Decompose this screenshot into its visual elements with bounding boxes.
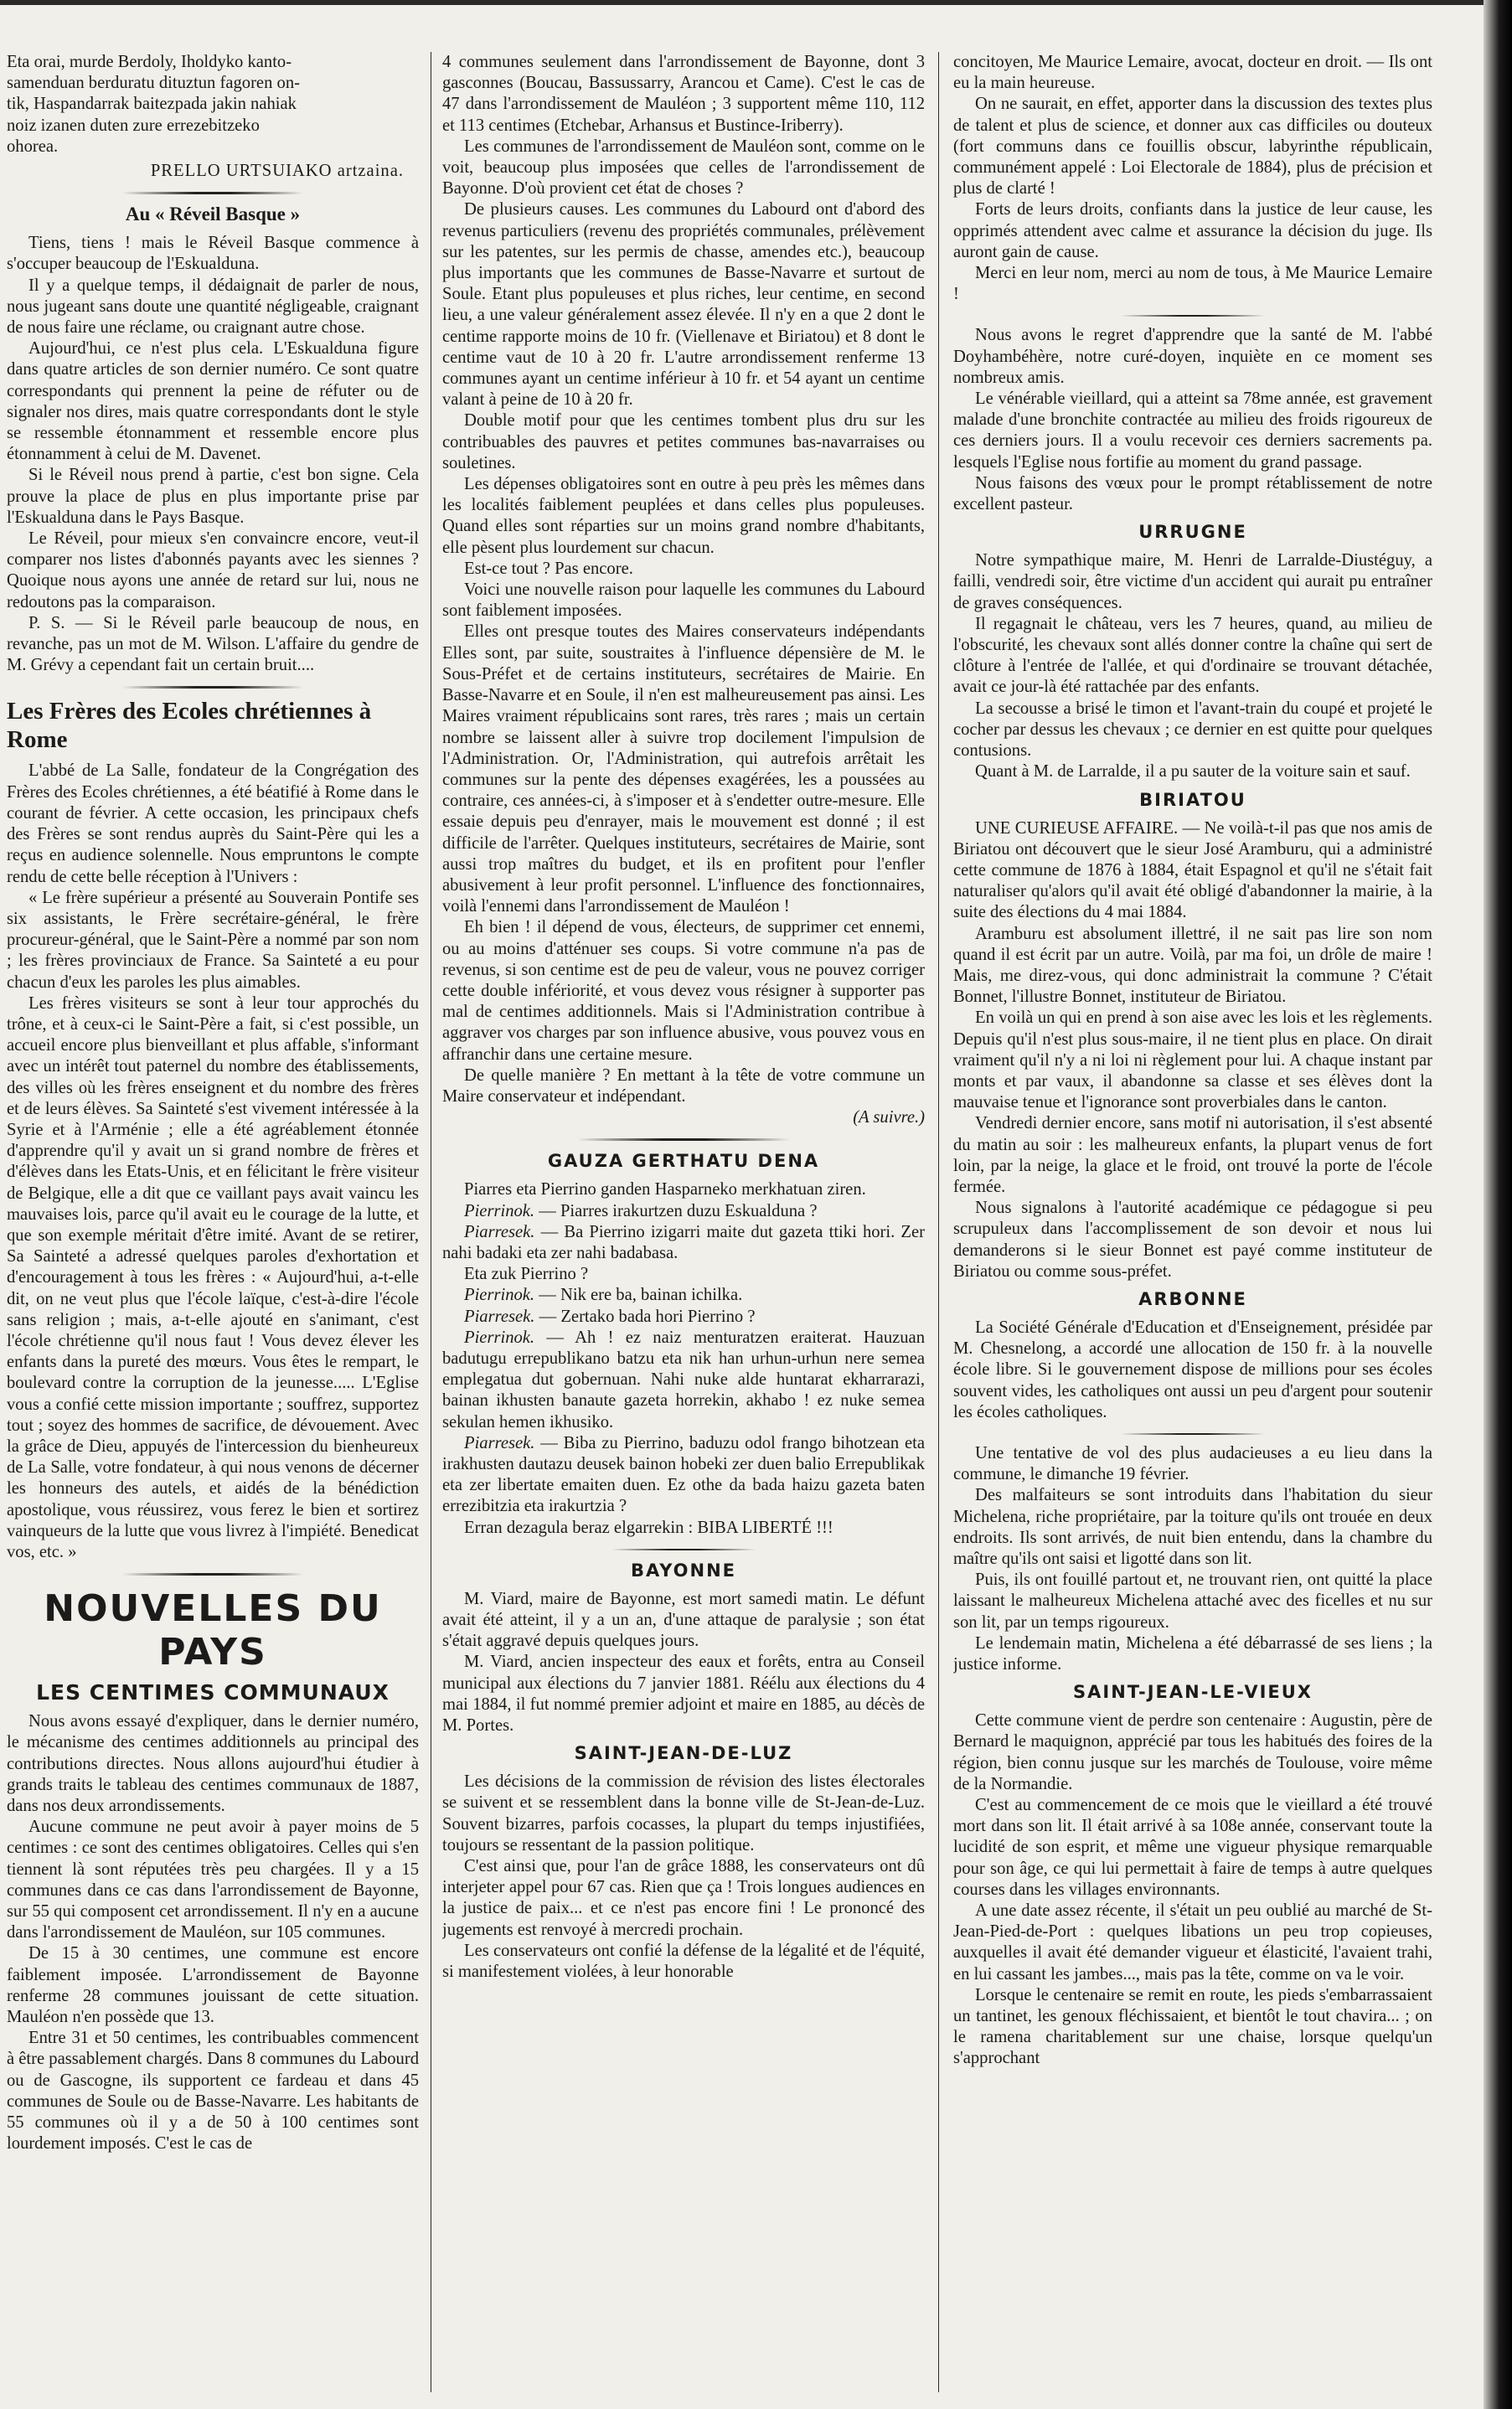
article-paragraph: Voici une nouvelle raison pour laquelle les communes du Labourd sont faiblement imposées.: [442, 580, 925, 621]
sjlv-title: SAINT-JEAN-LE-VIEUX: [1073, 1682, 1313, 1703]
article-paragraph: Les frères visiteurs se sont à leur tour approchés du trône, et à ceux-ci le Saint-Père a fait, si c'est possible, un accueil encore plus bienveillant et plus affable, s'informant avec un intérêt tout paternel du nombre des établissements, des villes où les frères enseignent et du nombre des frères et de leurs élèves. Sa Sainteté s'est vivement intéressée à la Syrie et à l'Arménie ; elle a été agréablement étonnée d'apprendre qu'il y avait un si grand nombre de frères et d'élèves dans les Etats-Unis, et en félicitant le frère visiteur de Belgique, elle a dit que ce vaillant pays avait vaincu les mauvaises lois, parce qu'il avait eu le courage de la lutte, et que son exemple méritait d'être imité. Avant de se retirer, Sa Sainteté a adressé quelques paroles d'exhortation et d'encouragement à tous les frères : « Aujourd'hui, a-t-elle dit, on ne veut plus que l'école laïque, c'est-à-dire l'école sans religion ; mais, a-t-elle ajouté en s'animant, c'est l'école chrétienne qu'il nous faut ! Vous devez élever les enfants dans la pureté des mœurs. Vous êtes le rempart, le boulevard contre la corruption de la jeunesse..... L'Eglise vous a confié cette mission importante ; souffrez, supportez tout ; soyez des hommes de sacrifice, de dévouement. Avec la grâce de Dieu, appuyés de l'intercession du bienheureux de La Salle, votre fondateur, à qui nous venons de décerner les honneurs des autels, et aidés de la bénédiction apostolique, vous réussirez, vous ferez le bien et sortirez vainqueurs de la lutte que vous livrez à l'impiété. Benedicat vos, etc. »: [7, 993, 419, 1561]
section-separator: [122, 1573, 303, 1576]
article-paragraph: Si le Réveil nous prend à partie, c'est bon signe. Cela prouve la place de plus en plus importante prise par l'Eskualduna dans le Pays Basque.: [7, 466, 419, 527]
article-paragraph: Merci en leur nom, merci au nom de tous, à Me Maurice Lemaire !: [953, 264, 1432, 304]
dialogue-line: [442, 1328, 925, 1433]
article-paragraph: Les conservateurs ont confié la défense de la légalité et de l'équité, si manifestement violées, à leur honorable: [442, 1941, 925, 1982]
section-separator: [122, 192, 303, 194]
dialogue-text: — Ah ! ez naiz menturatzen eraiterat. Hauzuan badutugu errepublikano batzu eta nik han urhun-urhun nere semea emplegatua dut gobernuan. Nahi nuke alde huntarat ekharrarazi, bainan ikhusten banaute gazeta horrekin, akhabo ! ez nuke semea sekulan hemen ikhusiko.: [442, 1328, 925, 1431]
dialogue-line: [442, 1433, 925, 1518]
article-paragraph: De quelle manière ? En mettant à la tête de votre commune un Maire conservateur et indépendant.: [442, 1065, 925, 1106]
dialogue-line: [442, 1222, 925, 1264]
centimes-title: LES CENTIMES COMMUNAUX: [36, 1680, 390, 1705]
speaker: Piarresek.: [464, 1222, 535, 1241]
article-paragraph: A une date assez récente, il s'était un peu oublié au marché de St-Jean-Pied-de-Port : quelques libations un peu trop copieuses, auxquelles il avait été demander vigueur et élasticité, l'avaient trahi, en lui cassant les jambes..., mais pas la tête, comme on va le voir.: [953, 1901, 1432, 1983]
column-rule-2: [938, 52, 939, 2392]
dialogue-text: Erran dezagula beraz elgarrekin : BIBA LIBERTÉ !!!: [464, 1518, 833, 1537]
article-paragraph: Nous faisons des vœux pour le prompt rétablissement de notre excellent pasteur.: [953, 473, 1432, 514]
article-paragraph: Cette commune vient de perdre son centenaire : Augustin, père de Bernard le maquignon, apprécié par tous les habitués des foires de la région, bien connu jusque sur les marchés de Toulouse, voire même de la Normandie.: [953, 1711, 1432, 1793]
dialogue-text: — Biba zu Pierrino, baduzu odol frango bihotzean eta irakhusten dautazu deusek bainon hobeki zer duen balio Errepublikak eta zer libertate emaiten duen. Ez othe da bada haizu gazeta baten errezibitzia eta irakurtzia ?: [442, 1433, 925, 1516]
article-paragraph: C'est ainsi que, pour l'an de grâce 1888, les conservateurs ont dû interjeter appel pour 67 cas. Rien que ça ! Trois longues audiences en la justice de paix... et ce n'est pas encore fini ! Le prononcé des jugements est renvoyé à mercredi prochain.: [442, 1857, 925, 1939]
article-paragraph: concitoyen, Me Maurice Lemaire, avocat, docteur en droit. — Ils ont eu la main heureuse.: [953, 53, 1432, 93]
speaker: Piarresek.: [464, 1433, 535, 1452]
dialogue-line: [442, 1307, 925, 1328]
speaker: Piarresek.: [464, 1307, 535, 1326]
article-paragraph: UNE CURIEUSE AFFAIRE. — Ne voilà-t-il pas que nos amis de Biriatou ont découvert que le sieur José Aramburu, qui a administré cette commune de 1876 à 1884, était Espagnol et qu'il ne s'était fait naturaliser qu'alors qu'il avait été obligé d'abandonner la mairie, à la suite des élections du 4 mai 1884.: [953, 818, 1432, 922]
scan-top-edge: [0, 0, 1512, 5]
article-paragraph: De plusieurs causes. Les communes du Labourd ont d'abord des revenus particuliers (revenu des propriétés communales, prélèvement sur les patentes, sur les permis de chasse, amendes etc.), beaucoup plus importants que les communes de Basse-Navarre et surtout de Soule. Etant plus populeuses et plus riches, leur centime, en second lieu, a une valeur généralement assez élevée. Il n'y en a que 2 dont le centime rapporte moins de 10 fr. (Viellenave et Biriatou) et 8 dont le centime vaut de 10 à 20 fr. L'autre arrondissement renferme 13 communes ayant un centime inférieur à 10 fr. et 54 ayant un centime valant à peine de 10 à 20 fr.: [442, 200, 925, 410]
article-paragraph: Les dépenses obligatoires sont en outre à peu près les mêmes dans les localités faiblement peuplées et dans celles plus populeuses. Quand elles sont réparties sur un moins grand nombre d'habitants, elle pèsent plus lourdement sur chacun.: [442, 475, 925, 557]
section-separator: [577, 1138, 789, 1141]
article-paragraph: Piarres eta Pierrino ganden Hasparneko merkhatuan ziren.: [464, 1180, 866, 1199]
sjdl-title: SAINT-JEAN-DE-LUZ: [574, 1743, 793, 1764]
article-paragraph: Les décisions de la commission de révision des listes électorales se suivent et se ressemblent dans la bonne ville de St-Jean-de-Luz. Souvent bizarres, parfois cocasses, la plupart du temps injustifiées, toujours se ressentant de la passion politique.: [442, 1772, 925, 1854]
article-paragraph: M. Viard, maire de Bayonne, est mort samedi matin. Le défunt avait été atteint, il y a un an, d'une attaque de paralysie ; son état s'était aggravé depuis quelques jours.: [442, 1589, 925, 1651]
arbonne-title: ARBONNE: [1138, 1288, 1247, 1309]
article-paragraph: La Société Générale d'Education et d'Enseignement, présidée par M. Chesnelong, a accordé une allocation de 150 fr. à la nouvelle école libre. Si le gouvernement dispose de millions pour ses écoles souvent vides, les catholiques ont aussi un peu d'argent pour soutenir les écoles catholiques.: [953, 1318, 1432, 1421]
article-paragraph: Lorsque le centenaire se remit en route, les pieds s'embarrassaient un tantinet, les genoux fléchissaient, et bientôt le tout chavira... ; on le ramena charitablement sur une chaise, lorsque quelqu'un s'approchant: [953, 1985, 1432, 2068]
article-paragraph: On ne saurait, en effet, apporter dans la discussion des textes plus de talent et plus de science, et donner aux cas difficiles ou douteux (fort communs dans ce fouillis obscur, labyrinthe républicain, communément appelé : Loi Electorale de 1884), plus de précision et plus de clarté !: [953, 95, 1432, 199]
gauza-title: GAUZA GERTHATU DENA: [547, 1151, 820, 1172]
bayonne-title: BAYONNE: [630, 1560, 737, 1581]
section-separator: [1121, 315, 1265, 317]
to-be-continued: (A suivre.): [853, 1108, 925, 1127]
article-paragraph: M. Viard, ancien inspecteur des eaux et forêts, entra au Conseil municipal aux élections du 7 janvier 1881. Réélu aux élections du 4 mai 1884, il fut nommé premier adjoint et maire en 1885, au décès de M. Portes.: [442, 1653, 925, 1736]
article-paragraph: La secousse a brisé le timon et l'avant-train du coupé et projeté le cocher par dessus les chevaux ; ce dernier en est quitte pour quelques contusions.: [953, 699, 1432, 761]
poem-line: samenduan berduratu dituztun fagoren on-: [7, 74, 300, 93]
article-paragraph: Est-ce tout ? Pas encore.: [464, 559, 633, 578]
article-paragraph: Tiens, tiens ! mais le Réveil Basque commence à s'occuper beaucoup de l'Eskualduna.: [7, 234, 419, 274]
speaker: Pierrinok.: [464, 1201, 535, 1220]
section-separator: [122, 686, 303, 689]
article-paragraph: C'est au commencement de ce mois que le vieillard a été trouvé mort dans son lit. Il était arrivé à sa 108e année, conservant toute la lucidité de son esprit, et même une vigueur physique remarquable pour son âge, ce qui lui permettait à faire de temps à autre quelques courses dans les villages environnants.: [953, 1796, 1432, 1899]
article-paragraph: Il y a quelque temps, il dédaignait de parler de nous, nous jugeant sans doute une quantité négligeable, craignant de nous faire une réclame, ou craignant autre chose.: [7, 276, 419, 338]
poem-signature: PRELLO URTSUIAKO artzaina.: [150, 162, 404, 181]
article-paragraph: L'abbé de La Salle, fondateur de la Congrégation des Frères des Ecoles chrétiennes, a été béatifié à Rome dans le courant de février. A cette occasion, les principaux chefs des Frères se sont rendus auprès du Saint-Père qui les a reçus en audience solennelle. Nous empruntons le compte rendu de cette belle réception à l'Univers :: [7, 761, 419, 886]
article-paragraph: Nous avons essayé d'expliquer, dans le dernier numéro, le mécanisme des centimes additionnels au principal des contributions directes. Nous allons aujourd'hui étudier à grands traits le tableau des centimes communaux de 1887, dans nos deux arrondissements.: [7, 1712, 419, 1816]
freres-title: Les Frères des Ecoles chrétiennes à Rome: [7, 698, 372, 754]
dialogue-line: [442, 1264, 925, 1285]
dialogue-text: — Ba Pierrino izigarri maite dut gazeta ttiki hori. Zer nahi badaki eta zer nahi badabasa.: [442, 1222, 925, 1262]
article-paragraph: Nous avons le regret d'apprendre que la santé de M. l'abbé Doyhambéhère, notre curé-doyen, inquiète en ce moment ses nombreux amis.: [953, 326, 1432, 387]
article-paragraph: Une tentative de vol des plus audacieuses a eu lieu dans la commune, le dimanche 19 février.: [953, 1443, 1432, 1484]
article-paragraph: En voilà un qui en prend à son aise avec les lois et les règlements. Depuis qu'il n'est plus sous-maire, il ne tient plus en place. On dirait vraiment qu'il n'y a ni loi ni règlement pour lui. A chaque instant par monts et par vaux, il abandonne sa classe et ses élèves dont la mauvaise tenue et l'ignorance sont proverbiales dans le canton.: [953, 1008, 1432, 1112]
article-paragraph: Double motif pour que les centimes tombent plus dru sur les contribuables des pauvres et petites communes bas-navarraises ou souletines.: [442, 411, 925, 472]
speaker: Pierrinok.: [464, 1328, 535, 1347]
column-1: [7, 52, 419, 2397]
dialogue-text: — Zertako bada hori Pierrino ?: [534, 1307, 756, 1326]
dialogue: [442, 1201, 925, 1539]
article-paragraph: Vendredi dernier encore, sans motif ni autorisation, il s'est absenté du matin au soir : les malheureux enfants, la plupart venus de fort loin, par la neige, la glace et le froid, ont trouvé la porte de l'école fermée.: [953, 1114, 1432, 1196]
article-paragraph: 4 communes seulement dans l'arrondissement de Bayonne, dont 3 gasconnes (Boucau, Bassussarry, Arancou et Came). C'est le cas de 47 dans l'arrondissement de Mauléon ; 3 supportent même 110, 112 et 113 centimes (Etchebar, Arhansus et Bustince-Iriberry).: [442, 53, 925, 135]
article-paragraph: De 15 à 30 centimes, une commune est encore faiblement imposée. L'arrondissement de Bayonne renferme 28 communes jouissant de cette situation. Mauléon n'en possède que 13.: [7, 1944, 419, 2027]
section-separator: [1121, 1433, 1265, 1435]
section-separator: [612, 1549, 756, 1550]
dialogue-text: — Nik ere ba, bainan ichilka.: [534, 1286, 743, 1305]
article-paragraph: Forts de leurs droits, confiants dans la justice de leur cause, les opprimés attendent avec calme et assurance la décision du juge. Ils auront gain de cause.: [953, 200, 1432, 261]
article-paragraph: Notre sympathique maire, M. Henri de Larralde-Diustéguy, a failli, vendredi soir, être victime d'un accident qui aurait pu entraîner de graves conséquences.: [953, 551, 1432, 612]
article-paragraph: Aujourd'hui, ce n'est plus cela. L'Eskualduna figure dans quatre articles de son dernier numéro. Ce sont quatre correspondants qui prennent la peine de réfuter ou de signaler nos dires, mais quatre correspondants dont le style se ressemble étonnamment et ressemble encore plus étonnamment à celui de M. Davenet.: [7, 339, 419, 464]
biriatou-title: BIRIATOU: [1139, 789, 1246, 810]
article-paragraph: Aramburu est absolument illettré, il ne sait pas lire son nom quand il est écrit par un autre. Voilà, par ma foi, un drôle de maire ! Mais, me direz-vous, qui donc administrait la commune ? C'était Bonnet, l'illustre Bonnet, instituteur de Biriatou.: [953, 924, 1432, 1007]
basque-poem: [7, 52, 419, 182]
poem-line: tik, Haspandarrak baitezpada jakin nahiak: [7, 95, 297, 114]
column-2: [442, 52, 925, 2397]
dialogue-line: [442, 1201, 925, 1222]
article-paragraph: Les communes de l'arrondissement de Mauléon sont, comme on le voit, beaucoup plus imposées que celles de l'arrondissement de Bayonne. D'où provient cet état de choses ?: [442, 137, 925, 199]
article-paragraph: Nous signalons à l'autorité académique ce pédagogue si peu scrupuleux dans l'accomplissement de son devoir et nous lui demanderons si le sieur Bonnet est payé comme instituteur de Biriatou ou comme sous-préfet.: [953, 1199, 1432, 1281]
dialogue-line: [442, 1285, 925, 1306]
article-paragraph: « Le frère supérieur a présenté au Souverain Pontife ses six assistants, le Frère secrétaire-général, le frère procureur-général, que le Saint-Père a nommé par son nom ; les frères provinciaux de France. Sa Sainteté a eu pour chacun d'eux les paroles les plus aimables.: [7, 888, 419, 992]
dialogue-line: [442, 1518, 925, 1539]
urrugne-title: URRUGNE: [1138, 522, 1247, 543]
reveil-title: Au « Réveil Basque »: [125, 204, 301, 225]
article-paragraph: Quant à M. de Larralde, il a pu sauter de la voiture sain et sauf.: [975, 762, 1411, 782]
poem-line: Eta orai, murde Berdoly, Iholdyko kanto-: [7, 53, 292, 71]
poem-line: noiz izanen duten zure errezebitzeko: [7, 116, 260, 135]
article-paragraph: Le Réveil, pour mieux s'en convaincre encore, veut-il comparer nos listes d'abonnés payants avec les siennes ? Quoique nous ayons une année de retard sur lui, nous ne redoutons pas la comparaison.: [7, 529, 419, 611]
dialogue-text: Eta zuk Pierrino ?: [464, 1265, 589, 1284]
dialogue-text: — Piarres irakurtzen duzu Eskualduna ?: [534, 1201, 818, 1220]
speaker: Pierrinok.: [464, 1286, 535, 1305]
article-paragraph: Il regagnait le château, vers les 7 heures, quand, au milieu de l'obscurité, les chevaux sont allés donner contre la chaîne qui sert de clôture à l'entrée de l'allée, et qui d'ordinaire se trouvant détachée, avait ce jour-là été rattachée par des enfants.: [953, 614, 1432, 697]
article-paragraph: Le lendemain matin, Michelena a été débarrassé de ses liens ; la justice informe.: [953, 1633, 1432, 1674]
nouvelles-banner: NOUVELLES DU PAYS: [44, 1587, 382, 1674]
article-paragraph: Des malfaiteurs se sont introduits dans l'habitation du sieur Michelena, riche propriétaire, par la toiture qu'ils ont trouée en deux endroits. Ils sont arrivés, de nuit bien entendu, dans la chambre du maître qu'ils ont saisi et ligotté dans son lit.: [953, 1486, 1432, 1568]
article-paragraph: Aucune commune ne peut avoir à payer moins de 5 centimes : ce sont des centimes obligatoires. Celles qui s'en tiennent là sont réputées très peu chargées. Il y a 15 communes dans ce cas dans l'arrondissement de Bayonne, sur 55 qui composent cet arrondissement. Il n'y en a aucune dans l'arrondissement de Mauléon, sur 105 communes.: [7, 1818, 419, 1942]
article-paragraph: Eh bien ! il dépend de vous, électeurs, de supprimer cet ennemi, ou au moins d'atténuer ses coups. Si votre commune n'a pas de revenus, si son centime est de peu de valeur, vous ne pouvez corriger cette double infériorité, et vous devez vous résigner à supporter pas mal de centimes additionnels. Mais si l'Administration contribue à aggraver vos charges par son influence abusive, vous pouvez vous en affranchir dans une certaine mesure.: [442, 918, 925, 1064]
article-paragraph: Entre 31 et 50 centimes, les contribuables commencent à être passablement chargés. Dans 8 communes du Labourd ou de Gascogne, ils supportent ce fardeau et dans 45 communes de Soule ou de Basse-Navarre. Les habitants de 55 communes où il y a de 50 à 100 centimes sont lourdement imposés. C'est le cas de: [7, 2029, 419, 2154]
article-paragraph: P. S. — Si le Réveil parle beaucoup de nous, en revanche, pas un mot de M. Wilson. L'affaire du gendre de M. Grévy a cependant fait un certain bruit....: [7, 613, 419, 675]
column-3: [953, 52, 1432, 2397]
article-paragraph: Le vénérable vieillard, qui a atteint sa 78me année, est gravement malade d'une bronchite contractée au milieu des froids rigoureux de ces derniers jours. Il a voulu recevoir ces derniers sacrements pa. lesquels l'Eglise nous fortifie au moment du grand passage.: [953, 389, 1432, 472]
article-paragraph: Elles ont presque toutes des Maires conservateurs indépendants Elles sont, par suite, soustraites à l'influence dépensière de M. le Sous-Préfet et de certains instituteurs, secrétaires de Mairie. En Basse-Navarre et en Soule, il n'en est malheureusement pas ainsi. Les Maires vraiment républicains sont rares, très rares ; mais un certain nombre se laissent aller à suivre trop docilement l'impulsion de l'Administration. Or, l'Administration, qui autrefois arrêtait les communes sur la pente des dépenses exagérées, les a poussées au contraire, ces années-ci, à s'imposer et à s'endetter outre-mesure. Elle essaie depuis peu d'enrayer, mais le mouvement est donné ; il est difficile de l'arrêter. Quelques instituteurs, secrétaires de Mairie, sont aussi trop maîtres du budget, et ils en profitent pour l'enfler abusivement à leur profit personnel. L'influence des fonctionnaires, voilà l'ennemi dans l'arrondissement de Mauléon !: [442, 622, 925, 916]
poem-line: ohorea.: [7, 137, 59, 156]
article-paragraph: Puis, ils ont fouillé partout et, ne trouvant rien, ont quitté la place laissant le malheureux Michelena attaché avec des ficelles et nu sur son lit, par un temps rigoureux.: [953, 1571, 1432, 1632]
scan-right-edge: [1484, 0, 1512, 2409]
